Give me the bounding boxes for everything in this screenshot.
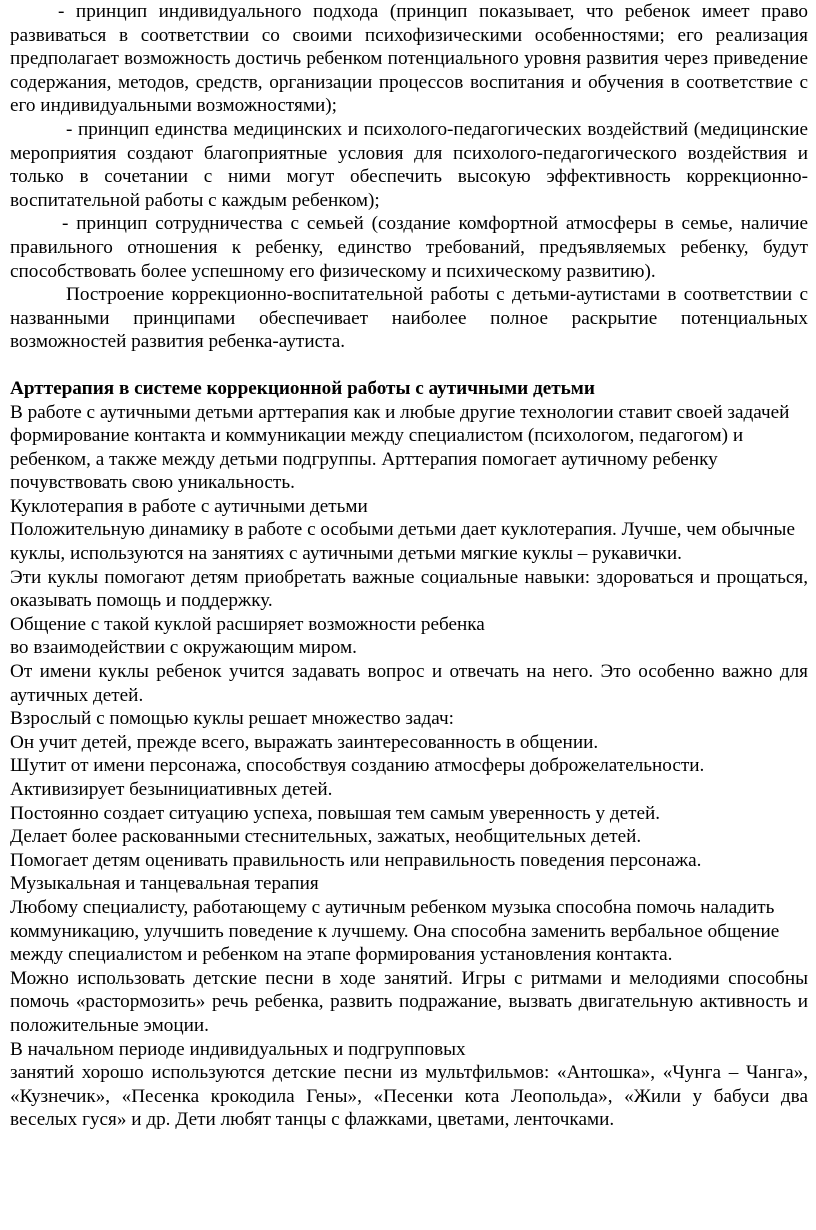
art-therapy-heading: Арттерапия в системе коррекционной работы с аутичными детьми — [10, 377, 595, 399]
puppet-task-item: Шутит от имени персонажа, способствуя созданию атмосферы доброжелательности. — [10, 755, 705, 777]
puppet-therapy-paragraph-3b: во взаимодействии с окружающим миром. — [10, 637, 357, 659]
art-therapy-paragraph: В работе с аутичными детьми арттерапия как и любые другие технологии ставит своей задачей формирование контакта и коммуникации между специалистом (психологом, педагогом) и ребенком, а также между детьми подгруппы. Арттерапия помогает аутичному ребенку почувствовать свою уникальность. — [10, 401, 790, 494]
puppet-therapy-paragraph-3a: Общение с такой куклой расширяет возможности ребенка — [10, 613, 485, 635]
music-therapy-paragraph-2: Можно использовать детские песни в ходе занятий. Игры с ритмами и мелодиями способны помочь «растормозить» речь ребенка, развить подражание, вызвать двигательную активность и положительные эмоции. — [10, 967, 808, 1036]
paragraph-spacer — [10, 354, 808, 377]
puppet-therapy-heading: Куклотерапия в работе с аутичными детьми — [10, 495, 368, 517]
puppet-task-item: Делает более раскованными стеснительных, зажатых, необщительных детей. — [10, 826, 642, 848]
puppet-task-item: Помогает детям оценивать правильность или неправильность поведения персонажа. — [10, 849, 702, 871]
music-therapy-paragraph-1: Любому специалисту, работающему с аутичным ребенком музыка способна помочь наладить коммуникацию, улучшить поведение к лучшему. Она способна заменить вербальное общение между специалистом и ребенком на этапе формирования установления контакта. — [10, 896, 780, 966]
principles-summary-paragraph: Построение коррекционно-воспитательной работы с детьми-аутистами в соответствии с названными принципами обеспечивает наиболее полное раскрытие потенциальных возможностей развития ребенка-аутиста. — [10, 284, 808, 353]
principle-individual-approach: - принцип индивидуального подхода (принцип показывает, что ребенок имеет право развиваться в соответствии со своими психофизическими особенностями; его реализация предполагает возможность достичь ребенком потенциального уровня развития через приведение содержания, методов, средств, организации процессов воспитания и обучения в соответствие с его индивидуальными возможностями); — [10, 1, 808, 117]
music-therapy-heading: Музыкальная и танцевальная терапия — [10, 873, 319, 895]
puppet-therapy-paragraph-4: От имени куклы ребенок учится задавать вопрос и отвечать на него. Это особенно важно для аутичных детей. — [10, 661, 808, 706]
puppet-task-item: Активизирует безынициативных детей. — [10, 779, 333, 800]
puppet-tasks-intro: Взрослый с помощью куклы решает множество задач: — [10, 708, 454, 730]
principle-family-cooperation: - принцип сотрудничества с семьей (создание комфортной атмосферы в семье, наличие правильного отношения к ребенку, единство требований, предъявляемых ребенку, будут способствовать более успешному его физическому и психическому развитию). — [10, 213, 808, 282]
music-therapy-paragraph-3a: В начальном периоде индивидуальных и подгрупповых — [10, 1038, 466, 1060]
music-therapy-paragraph-3b: занятий хорошо используются детские песни из мультфильмов: «Антошка», «Чунга – Чанга», «Кузнечик», «Песенка крокодила Гены», «Песенки кота Леопольда», «Жили у бабуси два веселых гуся» и др. Дети любят танцы с флажками, цветами, ленточками. — [10, 1062, 808, 1131]
puppet-therapy-paragraph-1: Положительную динамику в работе с особыми детьми дает куклотерапия. Лучше, чем обычные куклы, используются на занятиях с аутичными детьми мягкие куклы – рукавички. — [10, 519, 795, 565]
puppet-therapy-paragraph-2: Эти куклы помогают детям приобретать важные социальные навыки: здороваться и прощаться, оказывать помощь и поддержку. — [10, 566, 808, 612]
principle-medical-pedagogical-unity: - принцип единства медицинских и психолого-педагогических воздействий (медицинские мероприятия создают благоприятные условия для психолого-педагогического воздействия и только в сочетании с ними могут обеспечить высокую эффективность коррекционно-воспитательной работы с каждым ребенком); — [10, 118, 808, 211]
puppet-task-item: Постоянно создает ситуацию успеха, повышая тем самым уверенность у детей. — [10, 802, 661, 824]
puppet-task-item: Он учит детей, прежде всего, выражать заинтересованность в общении. — [10, 731, 599, 753]
